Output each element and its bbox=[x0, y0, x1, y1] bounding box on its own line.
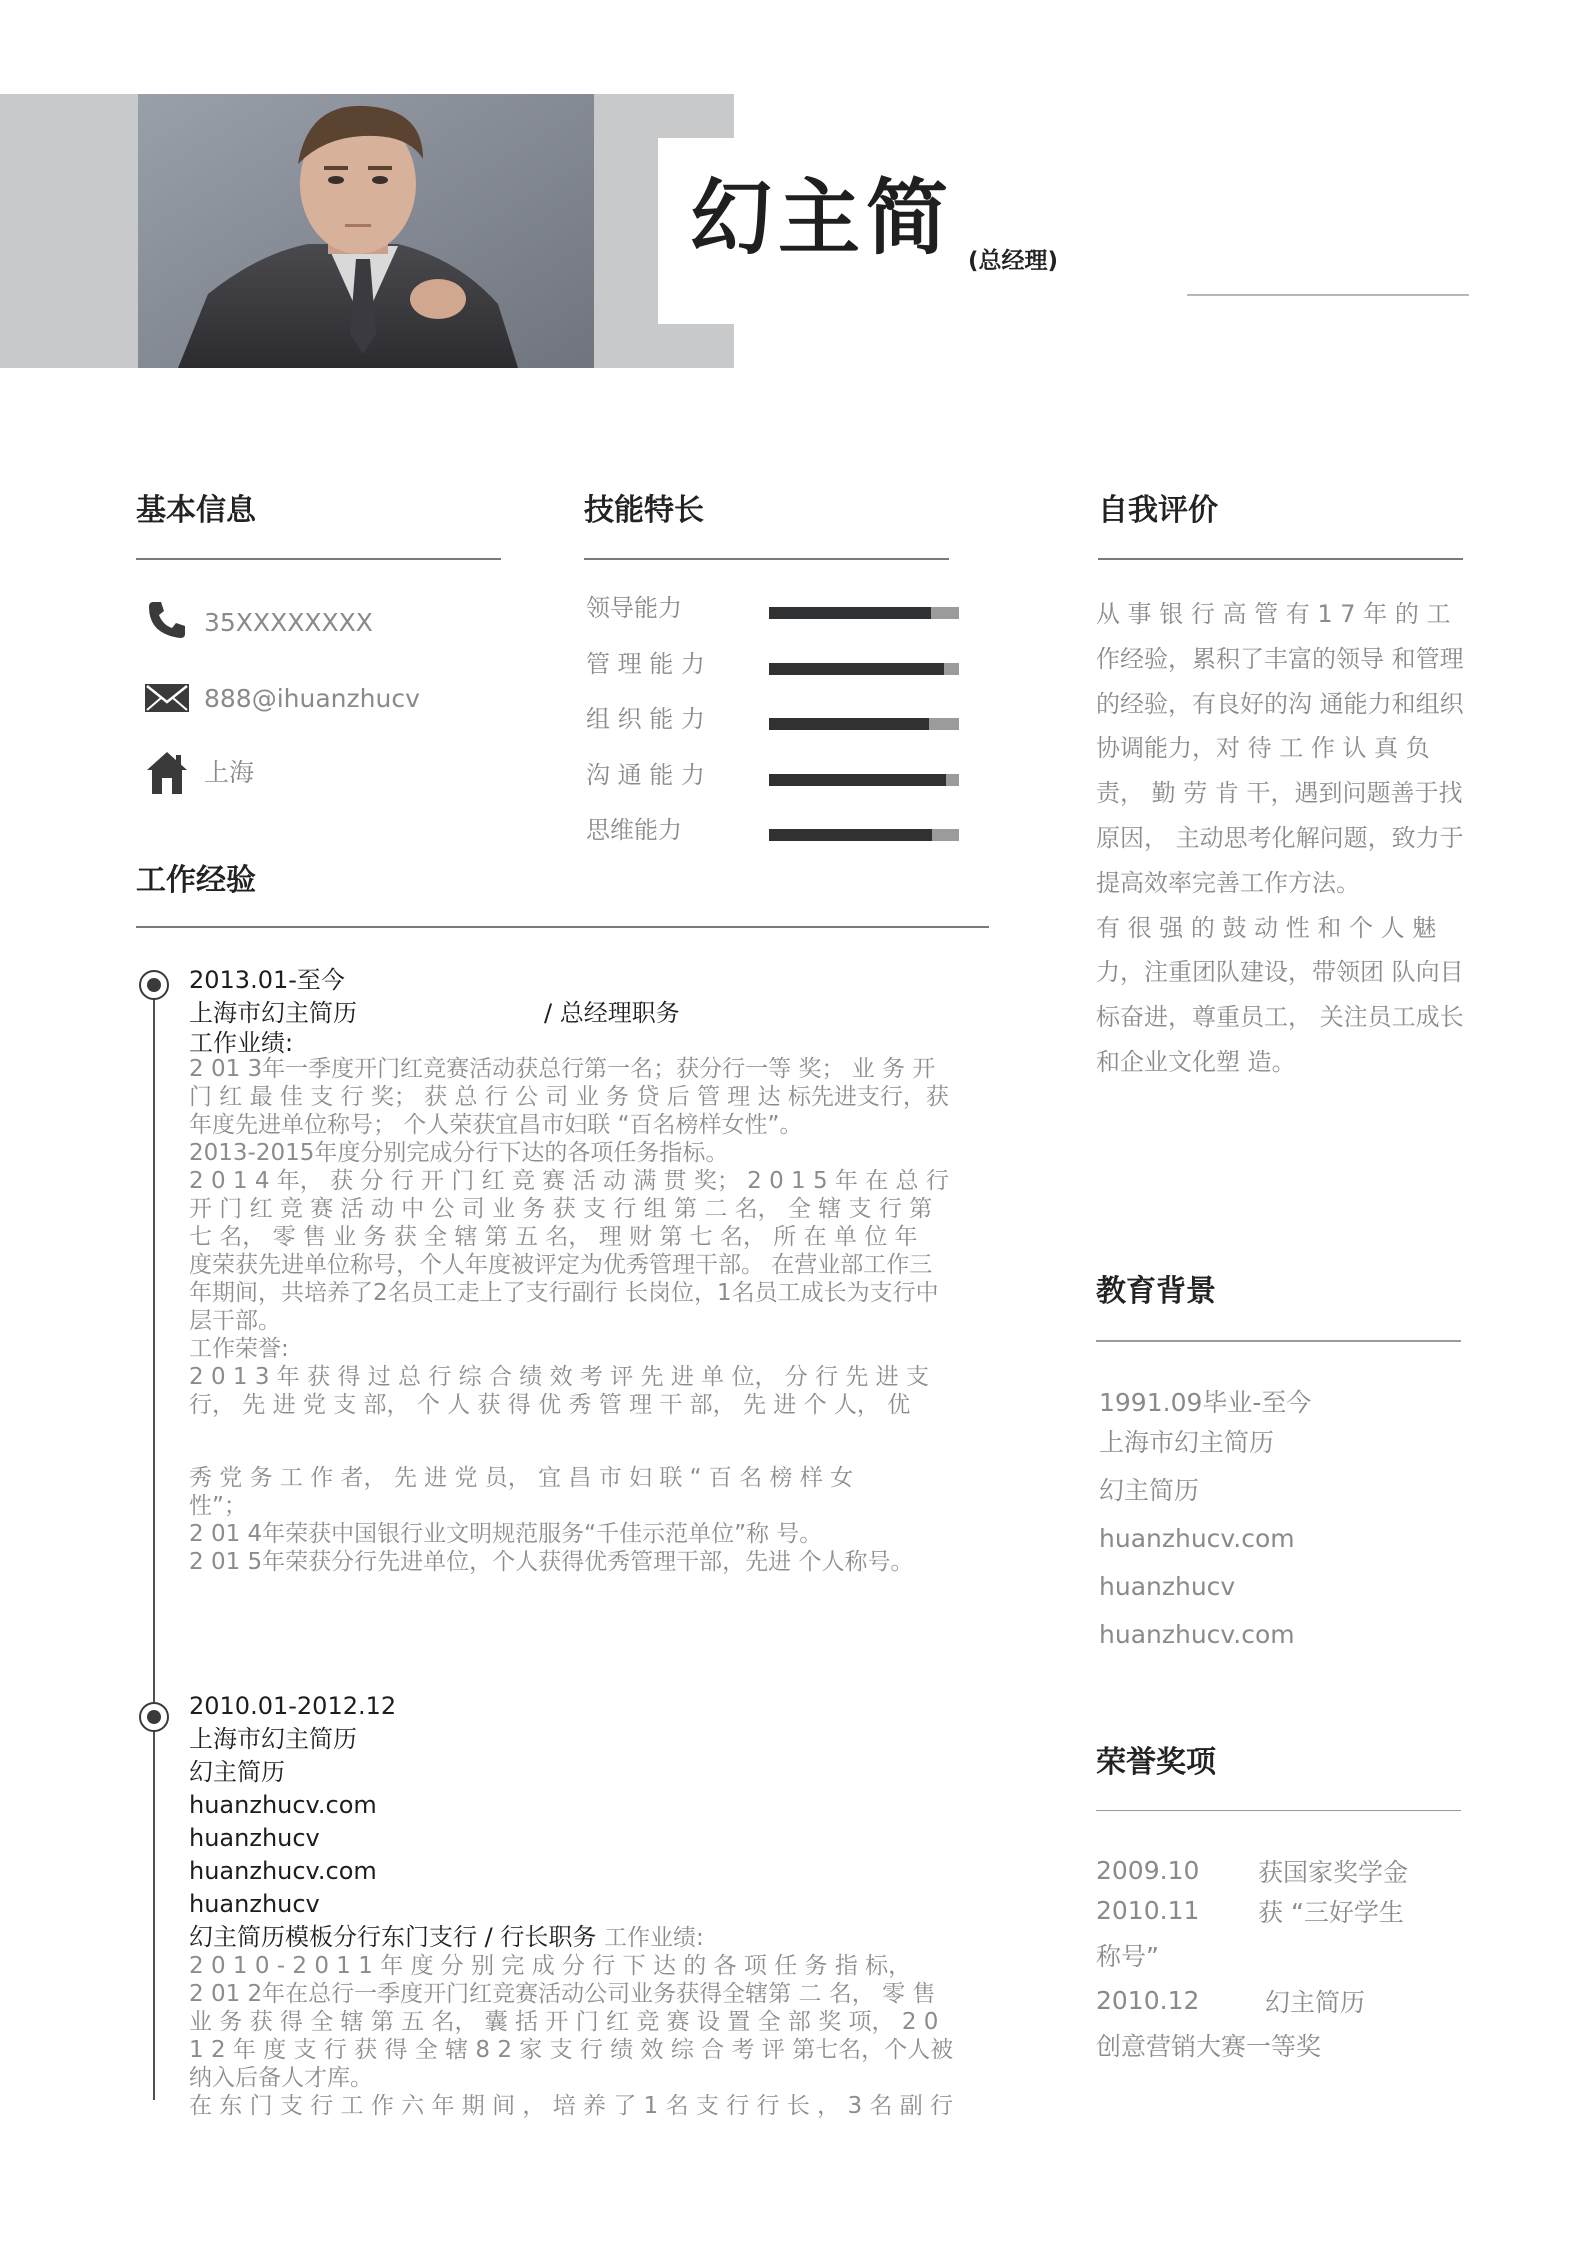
self-eval-text bbox=[1096, 592, 1476, 1085]
work-title: 工作经验 bbox=[136, 863, 256, 898]
job2-detail-line: 幻主简历 bbox=[189, 1758, 285, 1786]
skill-label: 管 理 能 力 bbox=[586, 650, 705, 678]
honor-date: 2009.10 bbox=[1096, 1856, 1200, 1885]
basic-info-title: 基本信息 bbox=[136, 493, 256, 528]
header-gray-block-left bbox=[0, 94, 138, 368]
skill-bar-fill bbox=[769, 718, 929, 730]
job1-line: 2 01 3年一季度开门红竞赛活动获总行第一名；获分行一等 奖； 业 务 开 bbox=[189, 1056, 936, 1082]
job1-line: 层干部。 bbox=[189, 1308, 281, 1334]
job1-line: 度荣获先进单位称号，个人年度被评定为优秀管理干部。 在营业部工作三 bbox=[189, 1252, 933, 1278]
job1-line: 年期间，共培养了2名员工走上了支行副行 长岗位，1名员工成长为支行中 bbox=[189, 1280, 939, 1306]
self-eval-divider bbox=[1098, 558, 1463, 560]
phone-number: 35XXXXXXXX bbox=[204, 608, 373, 637]
education-line: huanzhucv.com bbox=[1099, 1524, 1295, 1553]
honor-text: 称号” bbox=[1096, 1942, 1159, 1971]
job2-details bbox=[189, 1723, 377, 1921]
honor-text: 幻主简历 bbox=[1265, 1988, 1366, 2017]
honor-text: 获 “三好学生 bbox=[1258, 1898, 1404, 1927]
job2-detail-line: huanzhucv.com bbox=[189, 1857, 377, 1885]
honor-text: 获国家奖学金 bbox=[1258, 1858, 1409, 1887]
job1-period: 2013.01-至今 bbox=[189, 966, 345, 994]
job2-line: 在 东 门 支 行 工 作 六 年 期 间 ， 培 养 了 1 名 支 行 行 长 ， 3 名 副 行 bbox=[189, 2093, 954, 2119]
skill-label: 思维能力 bbox=[586, 816, 682, 844]
mail-icon bbox=[143, 676, 187, 720]
job1-description bbox=[189, 1055, 1009, 1419]
home-icon bbox=[145, 750, 189, 794]
self-eval-line: 和企业文化塑 造。 bbox=[1096, 1047, 1296, 1076]
job1-company: 上海市幻主简历 bbox=[189, 999, 357, 1027]
profile-photo bbox=[138, 94, 594, 368]
self-eval-line: 原因， 主动思考化解问题，致力于 bbox=[1096, 823, 1464, 852]
timeline-dot bbox=[139, 1702, 169, 1732]
email-address: 888@ihuanzhucv bbox=[204, 684, 420, 713]
skill-label: 沟 通 能 力 bbox=[586, 761, 705, 789]
job1-line: 性”； bbox=[189, 1493, 247, 1519]
skill-bar bbox=[769, 774, 959, 786]
job2-line: 业 务 获 得 全 辖 第 五 名， 囊 括 开 门 红 竞 赛 设 置 全 部 奖 项， 2 0 bbox=[189, 2009, 939, 2035]
honor-date: 2010.12 bbox=[1096, 1986, 1200, 2015]
self-eval-line: 责， 勤 劳 肯 干，遇到问题善于找 bbox=[1096, 779, 1463, 808]
skill-bar-fill bbox=[769, 663, 944, 675]
job2-role-line bbox=[189, 1921, 704, 1955]
honor-date: 2010.11 bbox=[1096, 1896, 1200, 1925]
honors-divider bbox=[1096, 1810, 1461, 1811]
education-line: huanzhucv.com bbox=[1099, 1620, 1295, 1649]
job1-description-cont bbox=[189, 1464, 1009, 1576]
basic-info-divider bbox=[136, 558, 501, 560]
job1-line: 门 红 最 佳 支 行 奖； 获 总 行 公 司 业 务 贷 后 管 理 达 标先进支行，获 bbox=[189, 1084, 949, 1110]
timeline-dot bbox=[139, 970, 169, 1000]
job2-detail-line: 上海市幻主简历 bbox=[189, 1725, 357, 1753]
education-divider bbox=[1096, 1340, 1461, 1342]
skill-bar bbox=[769, 607, 959, 619]
self-eval-line: 标奋进，尊重员工， 关注员工成长 bbox=[1096, 1003, 1464, 1032]
job2-period: 2010.01-2012.12 bbox=[189, 1692, 397, 1720]
job-title-tag: (总经理) bbox=[968, 248, 1059, 274]
job1-role: / 总经理职务 bbox=[544, 999, 680, 1027]
skill-bar bbox=[769, 718, 959, 730]
job1-line: 2 01 5年荣获分行先进单位，个人获得优秀管理干部，先进 个人称号。 bbox=[189, 1549, 914, 1575]
job1-line: 2 01 4年荣获中国银行业文明规范服务“千佳示范单位”称 号。 bbox=[189, 1521, 823, 1547]
education-line: huanzhucv bbox=[1099, 1572, 1236, 1601]
skills-title: 技能特长 bbox=[584, 493, 704, 528]
self-eval-line: 有 很 强 的 鼓 动 性 和 个 人 魅 bbox=[1096, 913, 1437, 942]
job1-line: 2013-2015年度分别完成分行下达的各项任务指标。 bbox=[189, 1140, 729, 1166]
skill-bar-fill bbox=[769, 829, 932, 841]
job2-description bbox=[189, 1952, 1009, 2119]
job2-detail-line: huanzhucv.com bbox=[189, 1791, 377, 1819]
skill-bar bbox=[769, 663, 959, 675]
self-eval-line: 的经验，有良好的沟 通能力和组织 bbox=[1096, 689, 1464, 718]
self-eval-line: 提高效率完善工作方法。 bbox=[1096, 868, 1360, 897]
city: 上海 bbox=[204, 758, 255, 787]
honors-title: 荣誉奖项 bbox=[1096, 1745, 1216, 1780]
job1-line: 开 门 红 竞 赛 活 动 中 公 司 业 务 获 支 行 组 第 二 名， 全 辖 支 行 第 bbox=[189, 1196, 933, 1222]
job2-perf-label: 工作业绩: bbox=[603, 1925, 704, 1951]
skill-label: 领导能力 bbox=[586, 594, 682, 622]
job2-line: 2 0 1 0 - 2 0 1 1 年 度 分 别 完 成 分 行 下 达 的 各 项 任 务 指 标， bbox=[189, 1953, 912, 1979]
self-eval-line: 协调能力，对 待 工 作 认 真 负 bbox=[1096, 734, 1430, 763]
portrait-image bbox=[138, 94, 594, 368]
job1-line: 年度先进单位称号； 个人荣获宜昌市妇联 “百名榜样女性”。 bbox=[189, 1112, 803, 1138]
job2-line: 2 01 2年在总行一季度开门红竞赛活动公司业务获得全辖第 二 名， 零 售 bbox=[189, 1981, 936, 2007]
skill-bar-fill bbox=[769, 774, 946, 786]
work-divider bbox=[136, 926, 989, 928]
skills-divider bbox=[584, 558, 949, 560]
job2-role: 幻主简历模板分行东门支行 / 行长职务 bbox=[189, 1923, 597, 1951]
education-title: 教育背景 bbox=[1096, 1274, 1216, 1309]
education-line: 1991.09毕业-至今 bbox=[1099, 1388, 1312, 1417]
self-eval-title: 自我评价 bbox=[1098, 493, 1218, 528]
skill-bar bbox=[769, 829, 959, 841]
self-eval-line: 作经验，累积了丰富的领导 和管理 bbox=[1096, 644, 1464, 673]
job2-detail-line: huanzhucv bbox=[189, 1890, 320, 1918]
education-line: 上海市幻主简历 bbox=[1099, 1428, 1275, 1457]
timeline-line bbox=[153, 985, 155, 2100]
self-eval-line: 从 事 银 行 高 管 有 1 7 年 的 工 bbox=[1096, 600, 1451, 628]
job1-line: 2 0 1 3 年 获 得 过 总 行 综 合 绩 效 考 评 先 进 单 位， 分 行 先 进 支 bbox=[189, 1364, 929, 1390]
job1-line: 七 名， 零 售 业 务 获 全 辖 第 五 名， 理 财 第 七 名， 所 在 单 位 年 bbox=[189, 1224, 918, 1250]
job1-line: 行， 先 进 党 支 部， 个 人 获 得 优 秀 管 理 干 部， 先 进 个 人， 优 bbox=[189, 1392, 911, 1418]
job2-detail-line: huanzhucv bbox=[189, 1824, 320, 1852]
job2-line: 纳入后备人才库。 bbox=[189, 2065, 373, 2091]
job2-line: 1 2 年 度 支 行 获 得 全 辖 8 2 家 支 行 绩 效 综 合 考 评 第七名，个人被 bbox=[189, 2037, 954, 2063]
header-divider bbox=[1187, 294, 1469, 296]
job1-line: 秀 党 务 工 作 者， 先 进 党 员， 宜 昌 市 妇 联 “ 百 名 榜 样 女 bbox=[189, 1465, 854, 1491]
skill-bar-fill bbox=[769, 607, 931, 619]
job1-line: 2 0 1 4 年， 获 分 行 开 门 红 竞 赛 活 动 满 贯 奖； 2 0 1 5 年 在 总 行 bbox=[189, 1168, 949, 1194]
candidate-name: 幻主简 bbox=[690, 171, 955, 266]
honor-text: 创意营销大赛一等奖 bbox=[1096, 2032, 1322, 2061]
job1-line: 工作荣誉: bbox=[189, 1336, 289, 1362]
education-line: 幻主简历 bbox=[1099, 1476, 1200, 1505]
phone-icon bbox=[145, 598, 189, 642]
job1-perf-label: 工作业绩: bbox=[189, 1029, 294, 1057]
skill-label: 组 织 能 力 bbox=[586, 705, 705, 733]
self-eval-line: 力，注重团队建设，带领团 队向目 bbox=[1096, 958, 1464, 987]
